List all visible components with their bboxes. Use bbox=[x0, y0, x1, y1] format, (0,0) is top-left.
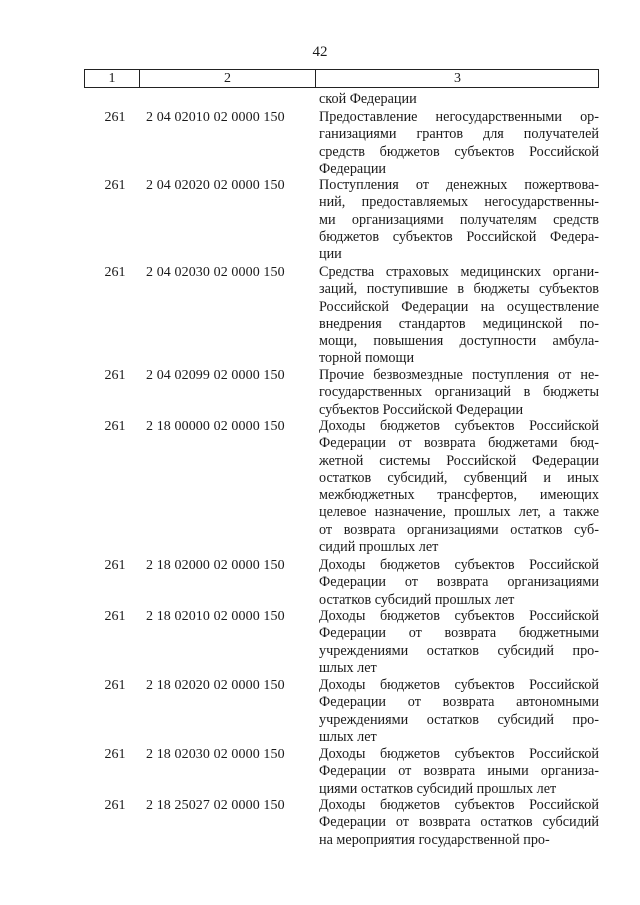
text-line: государственных организаций в бюджеты bbox=[319, 384, 599, 401]
admin-code-cell: 261 bbox=[104, 178, 126, 193]
text-line: Федерации от возврата бюджетами бюд- bbox=[319, 435, 599, 452]
text-line: Доходы бюджетов субъектов Российской bbox=[319, 677, 599, 693]
text-line: Доходы бюджетов субъектов Российской bbox=[319, 608, 599, 624]
table-header bbox=[84, 69, 599, 88]
header-col-3: 3 bbox=[454, 71, 461, 86]
description-cell bbox=[319, 746, 599, 798]
admin-code-cell: 261 bbox=[104, 798, 126, 813]
budget-code-cell: 2 04 02010 02 0000 150 bbox=[146, 110, 285, 125]
budget-code-cell: 2 18 02010 02 0000 150 bbox=[146, 609, 285, 624]
text-line: Федерации от возврата остатков субсидий bbox=[319, 814, 599, 831]
text-line: ний, предоставляемых негосударственны- bbox=[319, 194, 599, 211]
admin-code-cell: 261 bbox=[104, 368, 126, 383]
description-cell bbox=[319, 367, 599, 419]
text-line: остатков субсидий, субвенций и иных bbox=[319, 469, 599, 486]
budget-code-cell: 2 18 02000 02 0000 150 bbox=[146, 558, 285, 573]
header-col-1: 1 bbox=[108, 71, 116, 86]
text-line: ской Федерации bbox=[319, 91, 417, 107]
budget-code-cell: 2 04 02020 02 0000 150 bbox=[146, 178, 285, 193]
text-line: Федерации от возврата организациями bbox=[319, 574, 599, 591]
admin-code-cell: 261 bbox=[104, 678, 126, 693]
text-line: Российской Федерации на осуществление bbox=[319, 298, 599, 315]
text-line: бюджетов субъектов Российской Федера- bbox=[319, 228, 599, 245]
text-line: Доходы бюджетов субъектов Российской bbox=[319, 797, 599, 813]
admin-code-cell: 261 bbox=[104, 747, 126, 762]
text-line: Федерации от возврата бюджетными bbox=[319, 625, 599, 642]
text-line: на мероприятия государственной про- bbox=[319, 831, 550, 848]
budget-code-cell: 2 04 02030 02 0000 150 bbox=[146, 265, 285, 280]
budget-code-cell: 2 18 00000 02 0000 150 bbox=[146, 419, 285, 434]
text-line: субъектов Российской Федерации bbox=[319, 401, 524, 418]
text-line: Поступления от денежных пожертвова- bbox=[319, 177, 599, 193]
text-line: Федерации от возврата автономными bbox=[319, 694, 599, 711]
text-line: шлых лет bbox=[319, 728, 377, 745]
text-line: ганизациями грантов для получателей bbox=[319, 126, 599, 143]
text-line: заций, поступившие в бюджеты субъектов bbox=[319, 281, 599, 298]
text-line: средств бюджетов субъектов Российской bbox=[319, 143, 599, 160]
text-line: Предоставление негосударственными ор- bbox=[319, 109, 599, 125]
text-line: Доходы бюджетов субъектов Российской bbox=[319, 418, 599, 434]
text-line: целевое назначение, прошлых лет, а также bbox=[319, 504, 599, 521]
text-line: шлых лет bbox=[319, 659, 377, 676]
text-line: от возврата организациями остатков суб- bbox=[319, 521, 599, 538]
description-cell bbox=[319, 177, 599, 263]
text-line: межбюджетных трансфертов, имеющих bbox=[319, 487, 599, 504]
text-line: Федерации от возврата иными организа- bbox=[319, 763, 599, 780]
text-line: ции bbox=[319, 246, 342, 263]
description-cell bbox=[319, 608, 599, 677]
budget-code-cell: 2 04 02099 02 0000 150 bbox=[146, 368, 285, 383]
description-cell bbox=[319, 418, 599, 556]
text-line: жетной системы Российской Федерации bbox=[319, 452, 599, 469]
text-line: Прочие безвозмездные поступления от не- bbox=[319, 367, 599, 383]
text-line: торной помощи bbox=[319, 350, 415, 367]
description-cell bbox=[319, 91, 599, 108]
text-line: Средства страховых медицинских органи- bbox=[319, 264, 599, 280]
text-line: циями остатков субсидий прошлых лет bbox=[319, 780, 557, 797]
admin-code-cell: 261 bbox=[104, 558, 126, 573]
description-cell bbox=[319, 109, 599, 178]
text-line: Доходы бюджетов субъектов Российской bbox=[319, 557, 599, 573]
admin-code-cell: 261 bbox=[104, 265, 126, 280]
text-line: учреждениями остатков субсидий про- bbox=[319, 642, 599, 659]
text-line: учреждениями остатков субсидий про- bbox=[319, 711, 599, 728]
text-line: Доходы бюджетов субъектов Российской bbox=[319, 746, 599, 762]
admin-code-cell: 261 bbox=[104, 419, 126, 434]
text-line: ми организациями получателям средств bbox=[319, 211, 599, 228]
admin-code-cell: 261 bbox=[104, 609, 126, 624]
text-line: Федерации bbox=[319, 160, 387, 177]
admin-code-cell: 261 bbox=[104, 110, 126, 125]
budget-code-cell: 2 18 02020 02 0000 150 bbox=[146, 678, 285, 693]
text-line: внедрения стандартов медицинской по- bbox=[319, 315, 599, 332]
description-cell bbox=[319, 677, 599, 746]
description-cell bbox=[319, 557, 599, 609]
budget-code-cell: 2 18 02030 02 0000 150 bbox=[146, 747, 285, 762]
page-number: 42 bbox=[312, 44, 328, 60]
description-cell bbox=[319, 797, 599, 849]
description-cell bbox=[319, 264, 599, 368]
header-col-2: 2 bbox=[224, 71, 231, 86]
budget-code-cell: 2 18 25027 02 0000 150 bbox=[146, 798, 285, 813]
text-line: сидий прошлых лет bbox=[319, 539, 439, 556]
text-line: мощи, повышения доступности амбула- bbox=[319, 333, 599, 350]
text-line: остатков субсидий прошлых лет bbox=[319, 591, 515, 608]
